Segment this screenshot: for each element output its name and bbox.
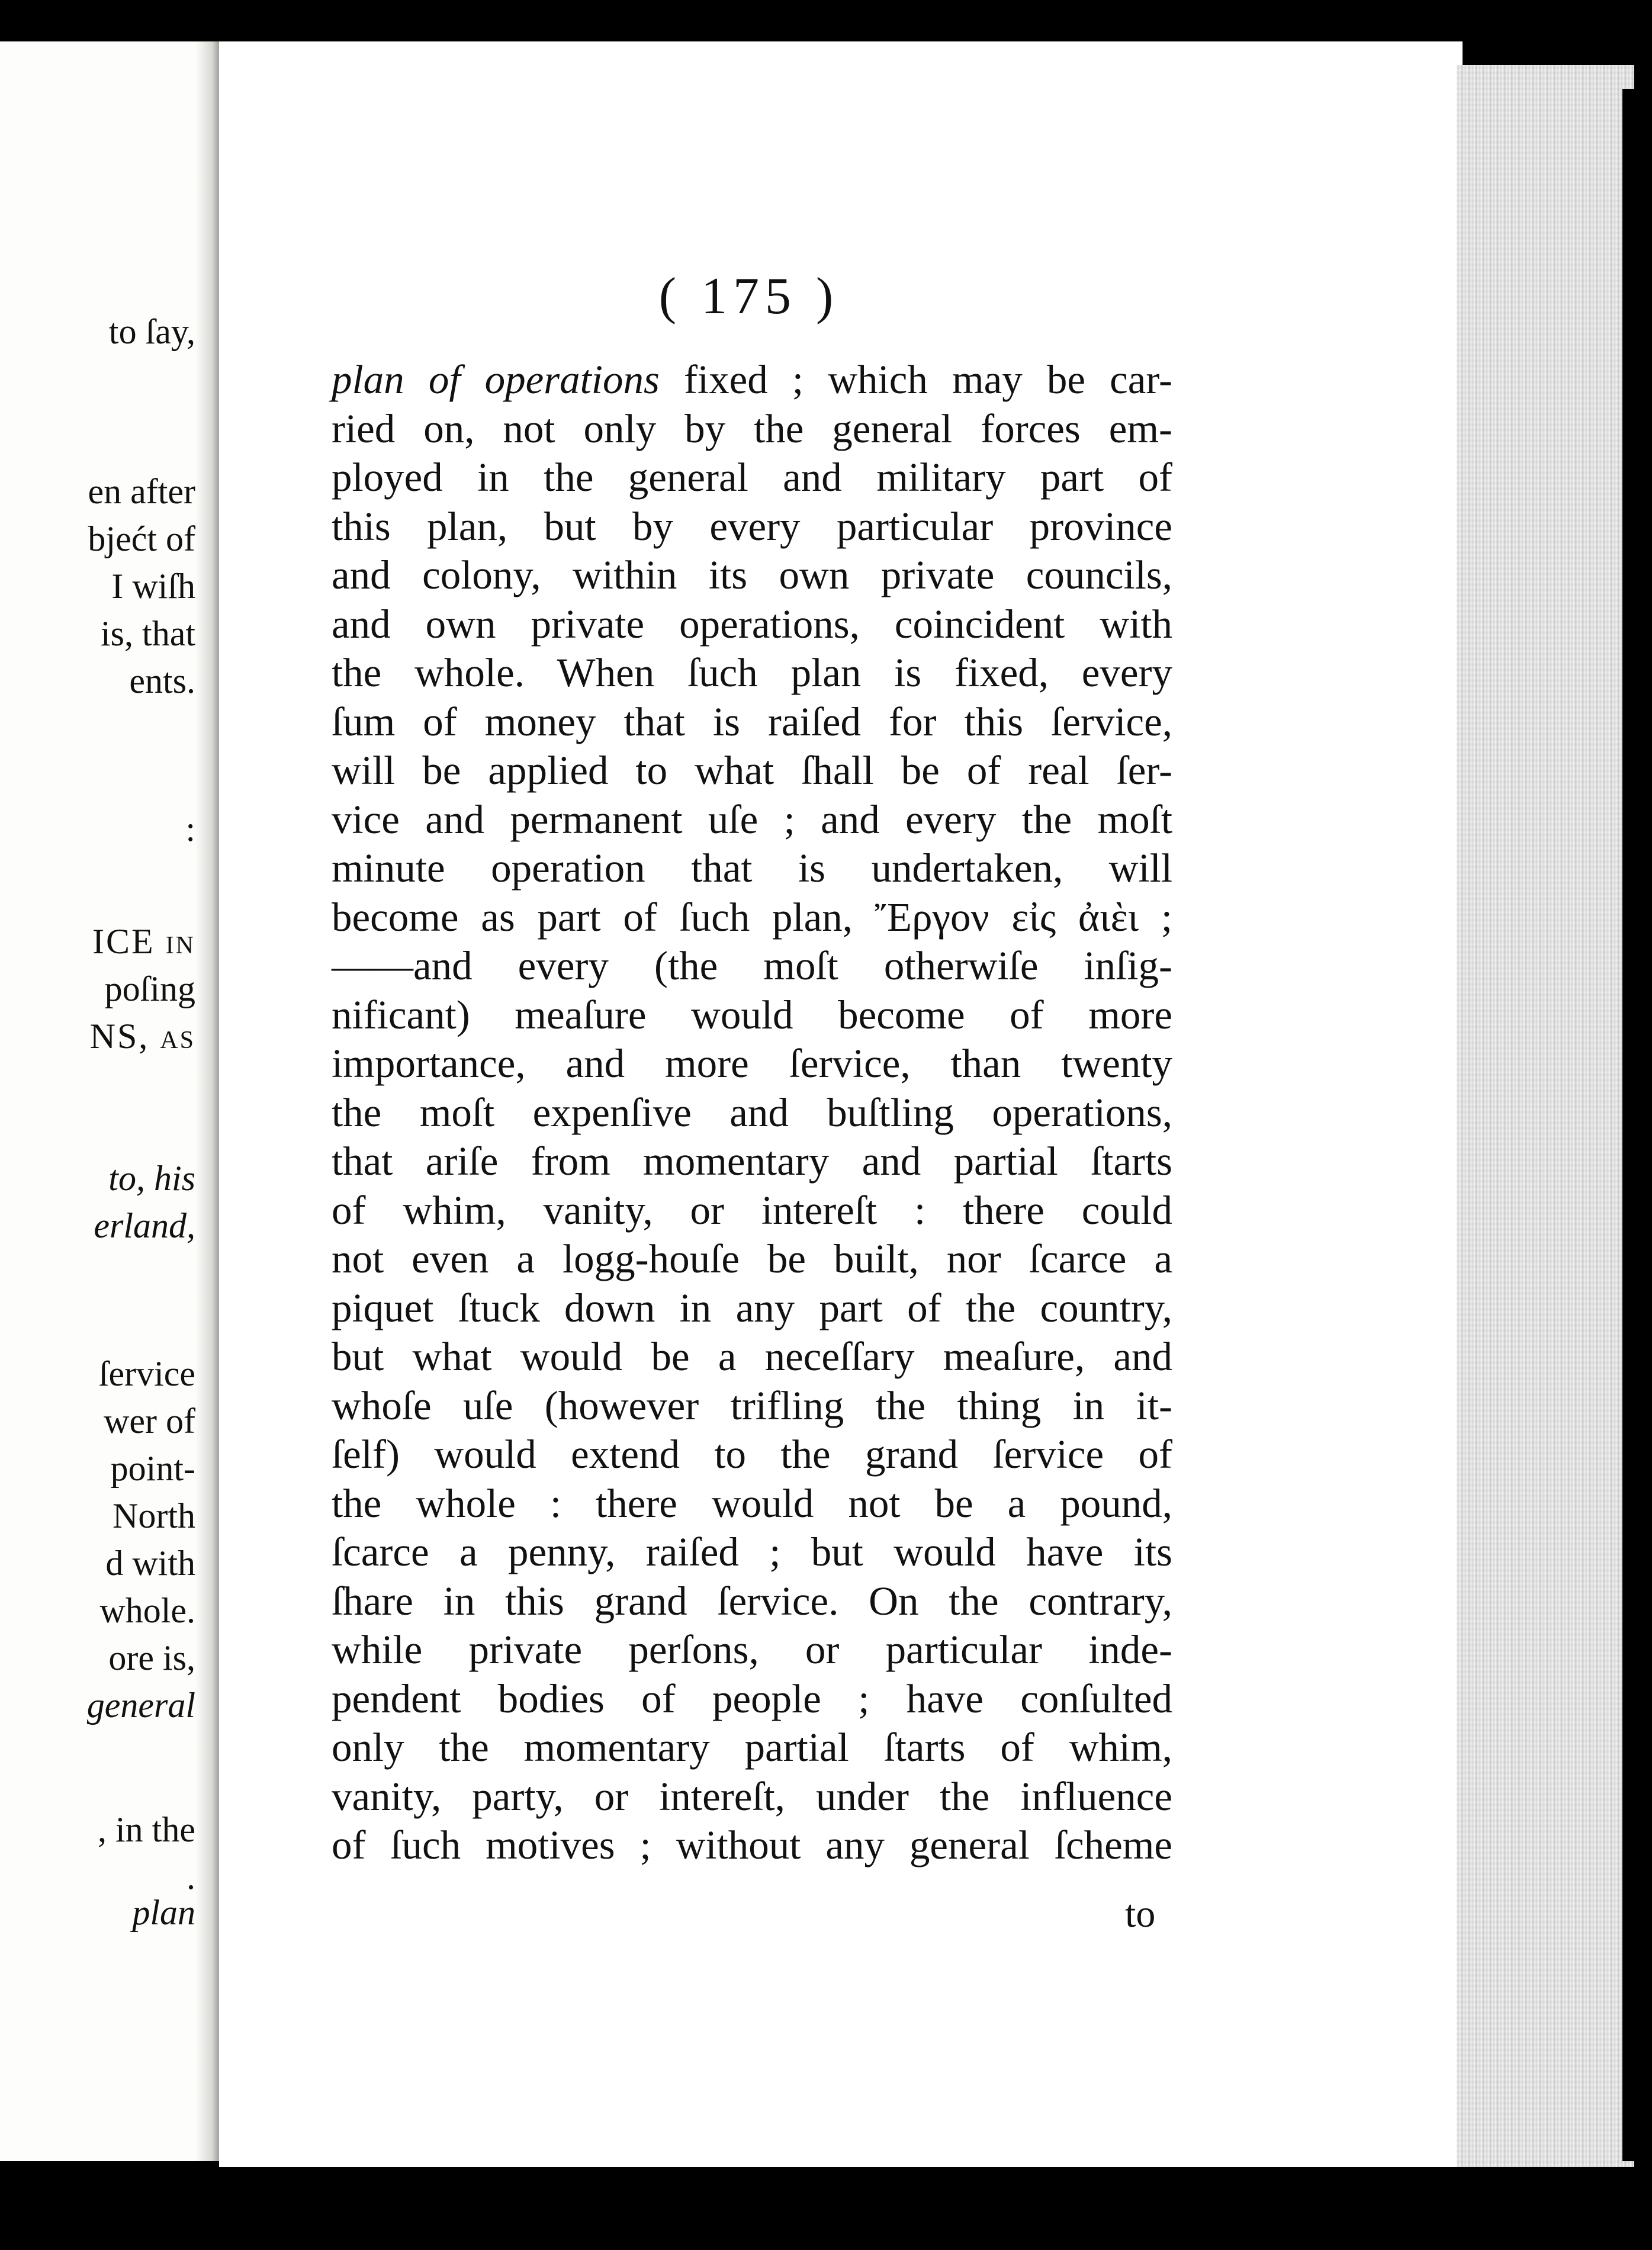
left-page-line: point- xyxy=(110,1449,195,1488)
left-page-line: to, his xyxy=(108,1159,195,1198)
left-page-line: , in the xyxy=(98,1810,195,1849)
text-line: minute operation that is undertaken, will xyxy=(332,846,1172,891)
left-page-line: bjećt of xyxy=(88,519,195,558)
left-page-line: poſing xyxy=(104,969,195,1008)
left-page-line: wer of xyxy=(104,1402,195,1441)
left-page-line: plan xyxy=(132,1893,195,1932)
line-rest: fixed ; which may be car- xyxy=(659,357,1172,402)
text-line: ſhare in this grand ſervice. On the contrary, xyxy=(332,1578,1172,1624)
left-page-line: North xyxy=(113,1496,195,1535)
left-page-line: erland, xyxy=(94,1206,195,1245)
text-line: the whole. When ſuch plan is fixed, every xyxy=(332,650,1172,695)
text-line: that ariſe from momentary and partial ſtarts xyxy=(332,1139,1172,1184)
text-line: ——and every (the moſt otherwiſe inſig- xyxy=(332,943,1172,988)
previous-page-fragment xyxy=(0,41,219,2161)
text-line: not even a logg-houſe be built, nor ſcarce a xyxy=(332,1236,1172,1281)
text-line: ſum of money that is raiſed for this ſervice, xyxy=(332,699,1172,744)
text-line: the whole : there would not be a pound, xyxy=(332,1480,1172,1526)
left-page-line: d with xyxy=(105,1544,195,1583)
scan-border xyxy=(1622,89,1640,2161)
left-page-line: ore is, xyxy=(108,1638,195,1677)
text-line: this plan, but by every particular province xyxy=(332,503,1172,549)
text-line: importance, and more ſervice, than twenty xyxy=(332,1041,1172,1086)
text-line: become as part of ſuch plan, Ἔργον εἰς ἀιὲι ; xyxy=(332,894,1172,940)
body-text xyxy=(332,355,1172,1870)
left-page-line: NS, as xyxy=(89,1017,195,1056)
text-line: the moſt expenſive and buſtling operations, xyxy=(332,1089,1172,1135)
text-line: while private perſons, or particular inde- xyxy=(332,1627,1172,1672)
text-line: will be applied to what ſhall be of real ſer- xyxy=(332,748,1172,793)
left-page-line: is, that xyxy=(101,614,195,653)
text-line: of ſuch motives ; without any general ſcheme xyxy=(332,1822,1172,1867)
page-fore-edge xyxy=(1457,65,1634,2167)
text-line xyxy=(332,355,1172,404)
text-line: ſcarce a penny, raiſed ; but would have its xyxy=(332,1529,1172,1574)
left-page-line: whole. xyxy=(99,1591,195,1630)
left-page-line: . xyxy=(187,1857,195,1897)
text-line: of whim, vanity, or intereſt : there could xyxy=(332,1187,1172,1233)
text-line: ployed in the general and military part of xyxy=(332,455,1172,500)
text-line: vice and permanent uſe ; and every the moſt xyxy=(332,796,1172,842)
left-page-line: general xyxy=(86,1686,195,1725)
left-page-line: ſervice xyxy=(98,1354,195,1393)
text-line: and own private operations, coincident with xyxy=(332,601,1172,647)
left-page-line: ents. xyxy=(129,661,195,700)
catchword: to xyxy=(1125,1892,1156,1936)
text-line: and colony, within its own private councils, xyxy=(332,552,1172,597)
italic-phrase: plan of operations xyxy=(332,357,660,402)
left-page-line: I wiſh xyxy=(111,567,195,606)
left-page-line: : xyxy=(185,809,195,848)
text-line: vanity, party, or intereſt, under the influence xyxy=(332,1773,1172,1819)
page-number: ( 175 ) xyxy=(658,268,840,325)
text-line: only the momentary partial ſtarts of whim, xyxy=(332,1725,1172,1770)
text-line: whoſe uſe (however trifling the thing in it- xyxy=(332,1383,1172,1428)
text-line: pendent bodies of people ; have conſulted xyxy=(332,1676,1172,1721)
left-page-line: ICE in xyxy=(92,922,195,961)
text-line: ried on, not only by the general forces em- xyxy=(332,406,1172,451)
text-line: nificant) meaſure would become of more xyxy=(332,992,1172,1037)
text-line: piquet ſtuck down in any part of the country, xyxy=(332,1285,1172,1330)
left-page-line: en after xyxy=(88,472,195,511)
text-line: but what would be a neceſſary meaſure, and xyxy=(332,1334,1172,1379)
left-page-line: to ſay, xyxy=(108,312,195,351)
text-line: ſelf) would extend to the grand ſervice of xyxy=(332,1432,1172,1477)
